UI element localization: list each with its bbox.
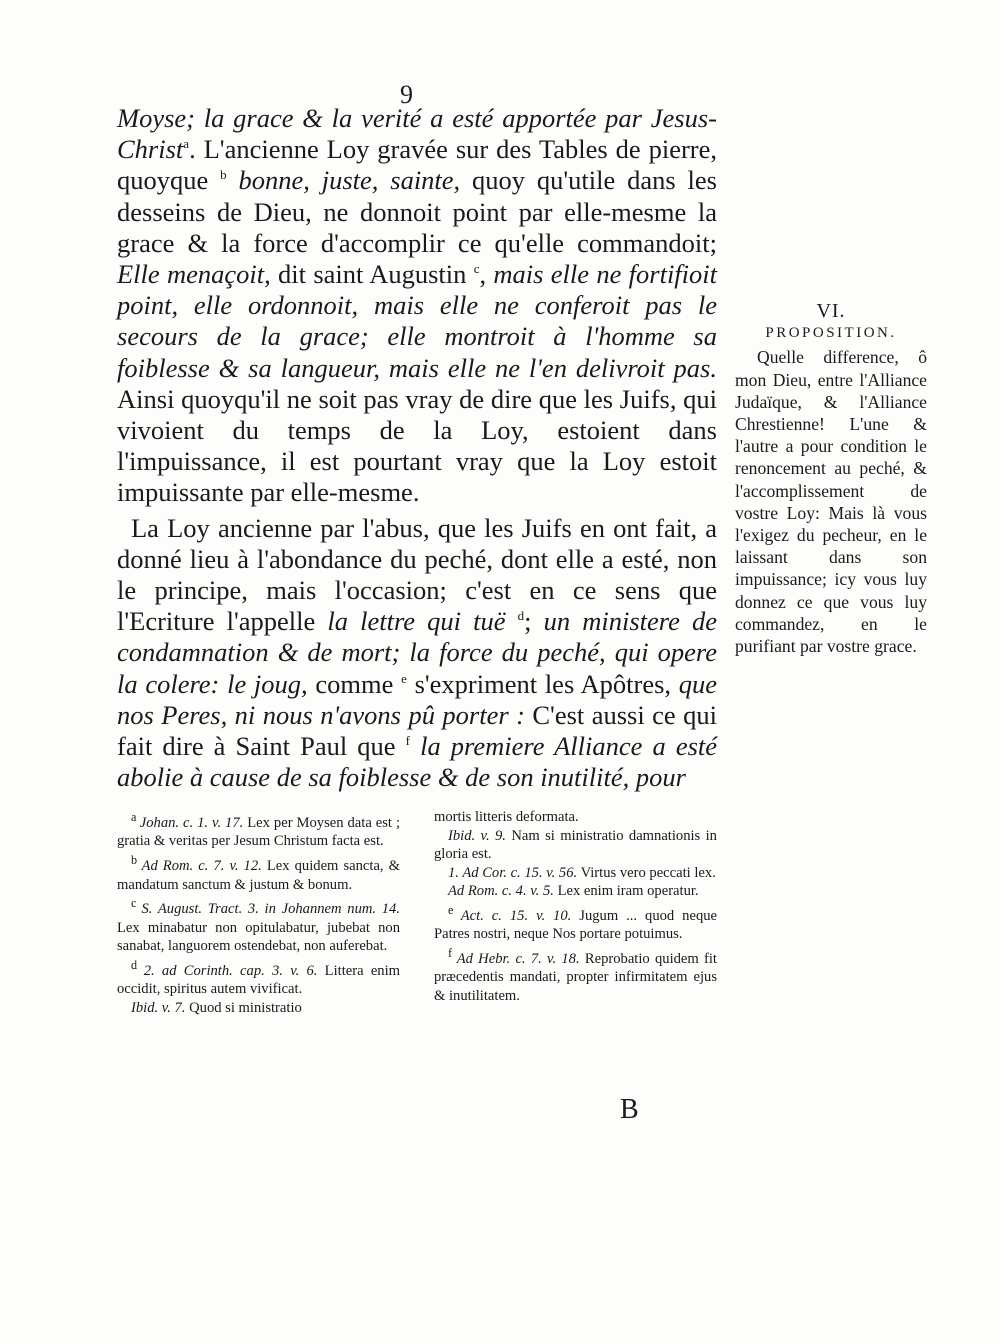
italic-text: Elle menaçoit, — [117, 259, 271, 290]
text-run: ; — [524, 606, 544, 637]
signature-mark: B — [620, 1094, 639, 1125]
text-run: Reprobatio quidem fit præcedentis mandati, propter infirmitatem ejus & inutilitatem. — [434, 950, 717, 1005]
italic-text: 1. Ad Cor. c. 15. v. 56. — [448, 864, 578, 881]
footnote — [434, 864, 717, 883]
footnote — [117, 956, 400, 999]
margin-note-label: PROPOSITION. — [765, 325, 897, 342]
italic-text: Johan. c. 1. v. 17. — [139, 814, 244, 831]
text-run — [227, 165, 239, 195]
footnote — [117, 999, 400, 1018]
italic-text: Ibid. v. 9. — [448, 827, 506, 844]
italic-text: Ad Hebr. c. 7. v. 18. — [456, 950, 580, 967]
footnote-marker: c — [473, 261, 480, 277]
footnote — [434, 944, 717, 1006]
footnote-marker: e — [448, 902, 461, 917]
footnote — [117, 894, 400, 956]
footnotes — [117, 808, 717, 1017]
italic-text: Ad Rom. c. 7. v. 12. — [141, 857, 262, 874]
italic-text: la premiere Alliance a esté abolie à cause de sa foiblesse & de son inutilité, pour — [117, 731, 718, 793]
footnote-marker: f — [448, 946, 457, 961]
italic-text: un ministere de condamnation & de mort; la force du peché, qui opere la colere: le joug, — [117, 606, 717, 699]
text-run: . L'ancienne Loy gravée sur des Tables de pierre, quoyque — [117, 134, 717, 196]
text-run: , — [479, 259, 494, 290]
text-run: Virtus vero peccati lex. — [577, 864, 716, 881]
italic-text: Moyse; la grace & la verité a esté apportée par Jesus-Christ — [117, 103, 717, 165]
text-run: Jugum ... quod neque Patres nostri, neque Nos portare potuimus. — [434, 907, 718, 943]
main-paragraph-2 — [117, 513, 717, 794]
italic-text: bonne, juste, sainte, — [238, 165, 461, 196]
italic-text: 2. ad Corinth. cap. 3. v. 6. — [143, 962, 318, 979]
text-run: Lex minabatur non opitulabatur, jubebat non sanabat, languorem ostendebat, non auferebat. — [117, 919, 400, 955]
footnote — [434, 882, 717, 901]
footnotes-right-column — [434, 808, 717, 1017]
footnote — [117, 808, 400, 851]
margin-note-number: VI. — [816, 300, 846, 322]
text-run: Littera enim occidit, spiritus autem vivificat. — [117, 962, 400, 998]
margin-note — [735, 300, 927, 657]
italic-text: Ad Rom. c. 4. v. 5. — [448, 883, 554, 900]
italic-text: mais elle ne fortifioit point, elle ordonnoit, mais elle ne conferoit pas le secours de la grace; elle montroit à l'homme sa foiblesse & sa langueur, mais elle ne l'en delivroit pas. — [117, 259, 718, 383]
text-run: Ainsi quoyqu'il ne soit pas vray de dire que les Juifs, qui vivoient du temps de la Loy, estoient dans l'impuissance, il est pourtant vray que la Loy estoit impuissante par elle-mesme. — [117, 383, 717, 508]
italic-text: la lettre qui tuë — [327, 606, 506, 637]
italic-text: S. August. Tract. 3. in Johannem num. 14. — [141, 900, 400, 917]
italic-text: Ibid. v. 7. — [131, 999, 186, 1016]
text-run: quoy qu'utile dans les desseins de Dieu, ne donnoit point par elle-mesme la grace & la force d'accomplir ce qu'elle commandoit; — [117, 165, 717, 258]
footnote-marker: f — [405, 733, 410, 749]
page-number: 9 — [400, 80, 413, 109]
italic-text: Act. c. 15. v. 10. — [460, 907, 572, 924]
footnote-marker: c — [131, 896, 142, 911]
main-paragraph-1 — [117, 103, 717, 509]
footnote-marker: a — [183, 136, 190, 152]
footnotes-left-column — [117, 808, 400, 1017]
text-run — [506, 606, 518, 636]
footnote-marker: b — [131, 853, 142, 868]
footnote-marker: a — [131, 810, 140, 824]
text-run: Lex per Moysen data est ; gratia & veritas per Jesum Christum facta est. — [117, 814, 401, 850]
text-run: s'expriment les Apôtres, — [406, 668, 679, 699]
text-run: Quod si ministratio — [185, 999, 302, 1016]
text-run: dit saint Augustin — [270, 259, 474, 290]
footnote-marker: d — [131, 957, 144, 972]
text-run: comme — [307, 668, 402, 699]
footnote — [434, 808, 717, 827]
text-run: La Loy ancienne par l'abus, que les Juifs en ont fait, a donné lieu à l'abondance du peché, dont elle a esté, non le principe, mais l'occasion; c'est en ce sens que l'Ecriture l'appelle — [117, 512, 717, 637]
text-run — [410, 731, 420, 761]
footnote — [434, 827, 717, 864]
text-run: Lex enim iram operatur. — [553, 883, 699, 900]
text-run: C'est aussi ce qui fait dire à Saint Paul que — [117, 699, 717, 762]
footnote-marker: d — [517, 608, 525, 624]
footnote — [117, 851, 400, 894]
main-text — [117, 103, 717, 793]
text-run: mortis litteris deformata. — [434, 809, 579, 825]
footnote-marker: e — [401, 670, 407, 686]
footnote — [434, 901, 717, 944]
margin-note-text: Quelle difference, ô mon Dieu, entre l'Alliance Judaïque, & l'Alliance Chrestienne! L'une & l'autre a pour condition le renoncement au peché, & l'accomplissement de vostre Loy: Mais là vous l'exigez du pecheur, en le laissant dans son impuissance; icy vous luy donnez ce que vous luy commandez, en le purifiant par vostre grace. — [735, 347, 927, 657]
text-run: Nam si ministratio damnationis in gloria est. — [434, 827, 717, 863]
footnote-marker: b — [220, 167, 227, 183]
text-run: Lex quidem sancta, & mandatum sanctum & justum & bonum. — [117, 857, 400, 893]
italic-text: que nos Peres, ni nous n'avons pû porter : — [117, 668, 718, 730]
